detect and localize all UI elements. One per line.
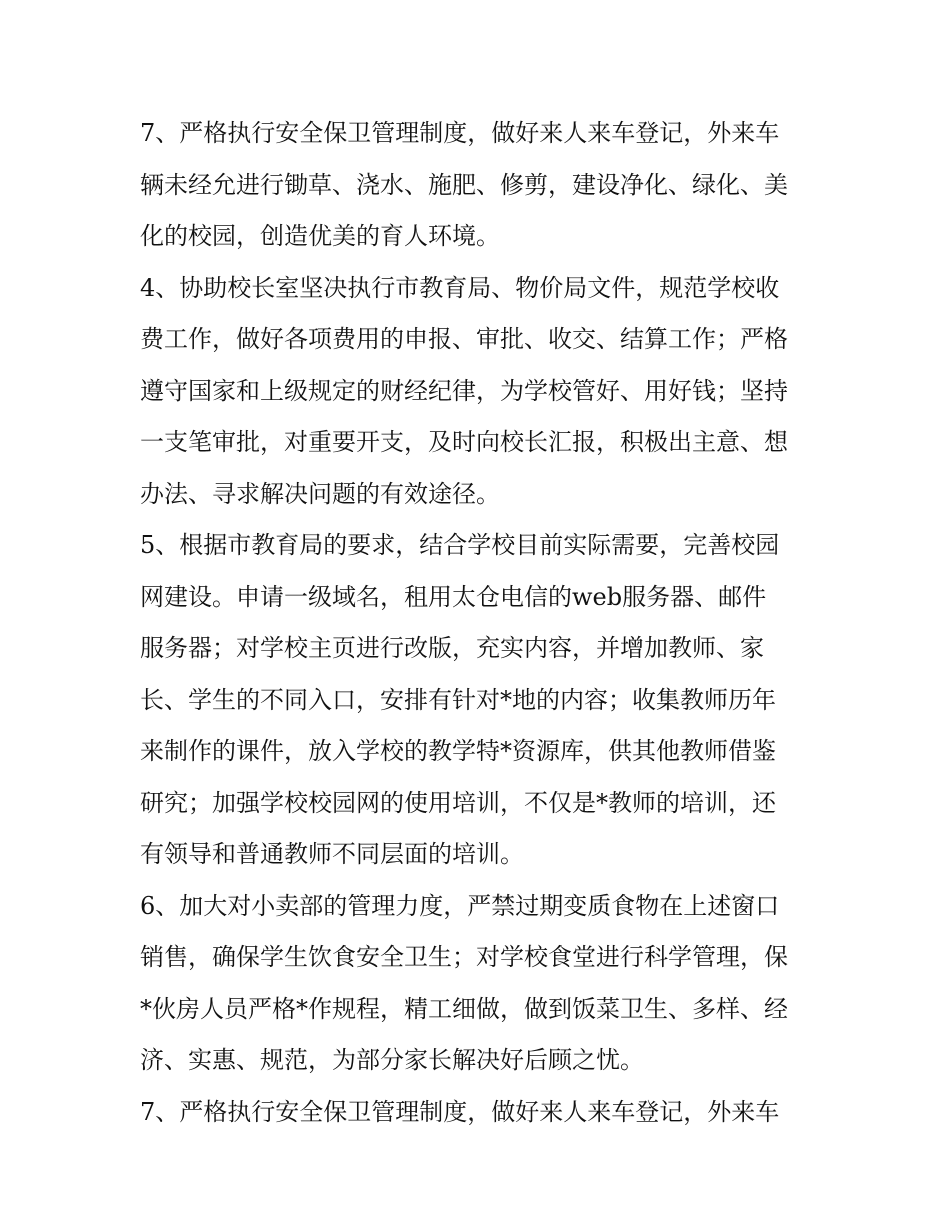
text-line: 7、严格执行安全保卫管理制度，做好来人来车登记，外来车 bbox=[140, 1097, 780, 1126]
paragraph bbox=[140, 1087, 820, 1139]
paragraph bbox=[140, 108, 820, 263]
text-line: 6、加大对小卖部的管理力度，严禁过期变质食物在上述窗口 bbox=[140, 891, 780, 920]
text-line: *伙房人员严格*作规程，精工细做，做到饭菜卫生、多样、经 bbox=[140, 994, 788, 1023]
text-line: 辆未经允进行锄草、浇水、施肥、修剪，建设净化、绿化、美 bbox=[140, 170, 788, 199]
text-line: 长、学生的不同入口，安排有针对*地的内容；收集教师历年 bbox=[140, 685, 776, 714]
text-line: 销售，确保学生饮食安全卫生；对学校食堂进行科学管理，保 bbox=[140, 943, 788, 971]
text-line: 有领导和普通教师不同层面的培训。 bbox=[140, 840, 524, 868]
text-line: 办法、寻求解决问题的有效途径。 bbox=[140, 479, 500, 508]
text-line: 化的校园，创造优美的育人环境。 bbox=[140, 222, 500, 250]
paragraph bbox=[140, 520, 820, 881]
document-body bbox=[140, 108, 820, 1138]
paragraph bbox=[140, 881, 820, 1087]
paragraph bbox=[140, 263, 820, 521]
text-line: 5、根据市教育局的要求，结合学校目前实际需要，完善校园 bbox=[140, 531, 780, 559]
text-line: 研究；加强学校校园网的使用培训，不仅是*教师的培训，还 bbox=[140, 788, 776, 817]
text-line: 服务器；对学校主页进行改版，充实内容，并增加教师、家 bbox=[140, 634, 764, 662]
text-line: 7、严格执行安全保卫管理制度，做好来人来车登记，外来车 bbox=[140, 119, 780, 147]
text-line: 来制作的课件，放入学校的教学特*资源库，供其他教师借鉴 bbox=[140, 737, 776, 765]
text-line: 济、实惠、规范，为部分家长解决好后顾之忧。 bbox=[140, 1046, 644, 1074]
text-line: 费工作，做好各项费用的申报、审批、收交、结算工作；严格 bbox=[140, 325, 788, 353]
text-line: 网建设。申请一级域名，租用太仓电信的web服务器、邮件 bbox=[140, 582, 767, 611]
text-line: 遵守国家和上级规定的财经纪律，为学校管好、用好钱；坚持 bbox=[140, 376, 788, 405]
text-line: 4、协助校长室坚决执行市教育局、物价局文件，规范学校收 bbox=[140, 273, 780, 302]
text-line: 一支笔审批，对重要开支，及时向校长汇报，积极出主意、想 bbox=[140, 428, 788, 456]
